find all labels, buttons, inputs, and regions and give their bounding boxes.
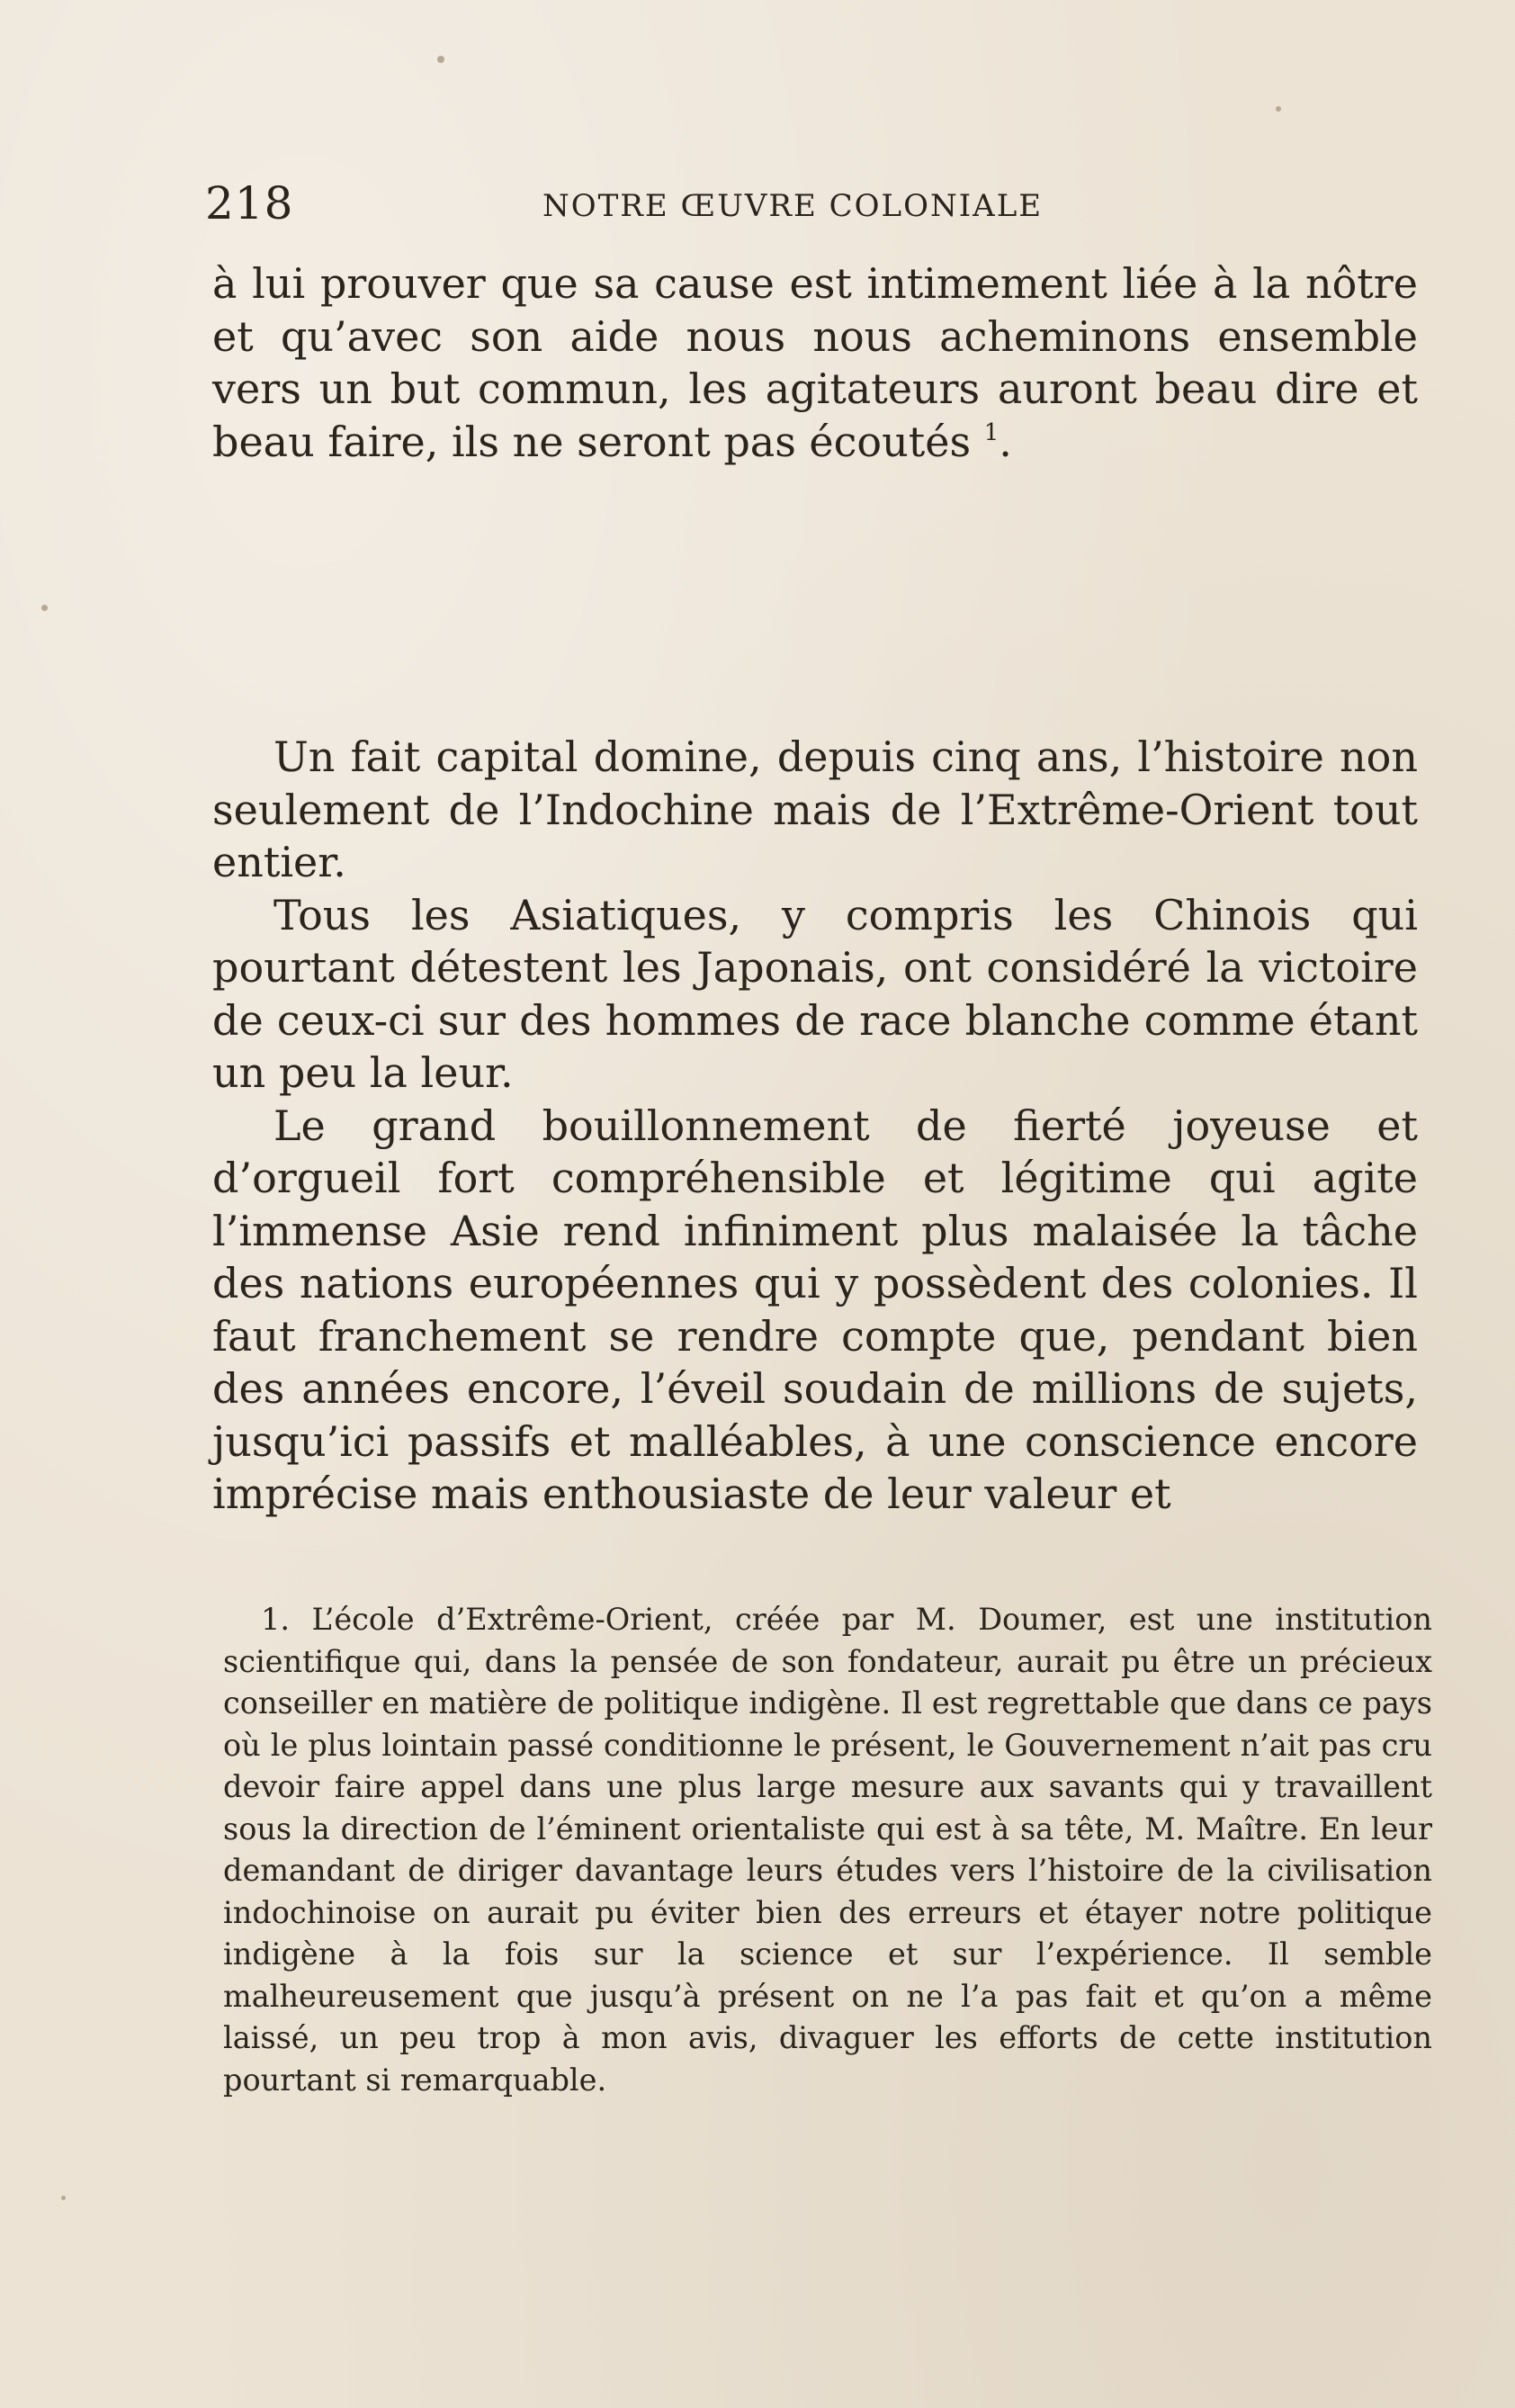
paragraph: Le grand bouillonnement de fierté joyeuse et d’orgueil fort compréhensible et légitime qui agite l’immense Asie rend infiniment plus malaisée la tâche des nations européennes qui y possèdent des colonies. Il faut franchement se rendre compte que, pendant bien des années encore, l’éveil soudain de millions de sujets, jusqu’ici passifs et malléables, à une conscience encore imprécise mais enthousiaste de leur valeur et: [212, 1101, 1418, 1518]
paragraph: Tous les Asiatiques, y compris les Chinois qui pourtant détestent les Japonais, ont considéré la victoire de ceux-ci sur des hommes de race blanche comme étant un peu la leur.: [212, 890, 1418, 1097]
paragraph-end-punctuation: .: [999, 417, 1012, 466]
running-title: NOTRE ŒUVRE COLONIALE: [542, 188, 1044, 224]
continued-paragraph-block: [212, 257, 1418, 468]
page-number: 218: [205, 177, 294, 229]
footnote: 1. L’école d’Extrême-Orient, créée par M. Doumer, est une institution scientifique qui, dans la pensée de son fondateur, aurait pu être un précieux conseiller en matière de politique indigène. Il est regrettable que dans ce pays où le plus lointain passé conditionne le présent, le Gouvernement n’ait pas cru devoir faire appel dans une plus large mesure aux savants qui y travaillent sous la direction de l’éminent orientaliste qui est à sa tête, M. Maître. En leur demandant de diriger davantage leurs études vers l’histoire de la civilisation indochinoise on aurait pu éviter bien des erreurs et étayer notre politique indigène à la fois sur la science et sur l’expérience. Il semble malheureusement que jusqu’à présent on ne l’a pas fait et qu’on a même laissé, un peu trop à mon avis, divaguer les efforts de cette institution pourtant si remarquable.: [223, 1602, 1432, 2098]
paper-speck: [41, 605, 48, 611]
main-text-block: [212, 731, 1418, 1521]
paper-speck: [61, 2196, 66, 2200]
paper-speck: [1276, 106, 1281, 112]
footnote-reference: 1: [983, 418, 1000, 446]
paragraph-text: à lui prouver que sa cause est intimement liée à la nôtre et qu’avec son aide nous nous acheminons ensemble vers un but commun, les agitateurs auront beau dire et beau faire, ils ne seront pas écoutés: [212, 259, 1418, 466]
paragraph: Un fait capital domine, depuis cinq ans, l’histoire non seulement de l’Indochine mais de l’Extrême-Orient tout entier.: [212, 732, 1418, 886]
page-header: [205, 176, 1429, 230]
paragraph: [212, 257, 1418, 468]
paper-speck: [437, 56, 444, 63]
